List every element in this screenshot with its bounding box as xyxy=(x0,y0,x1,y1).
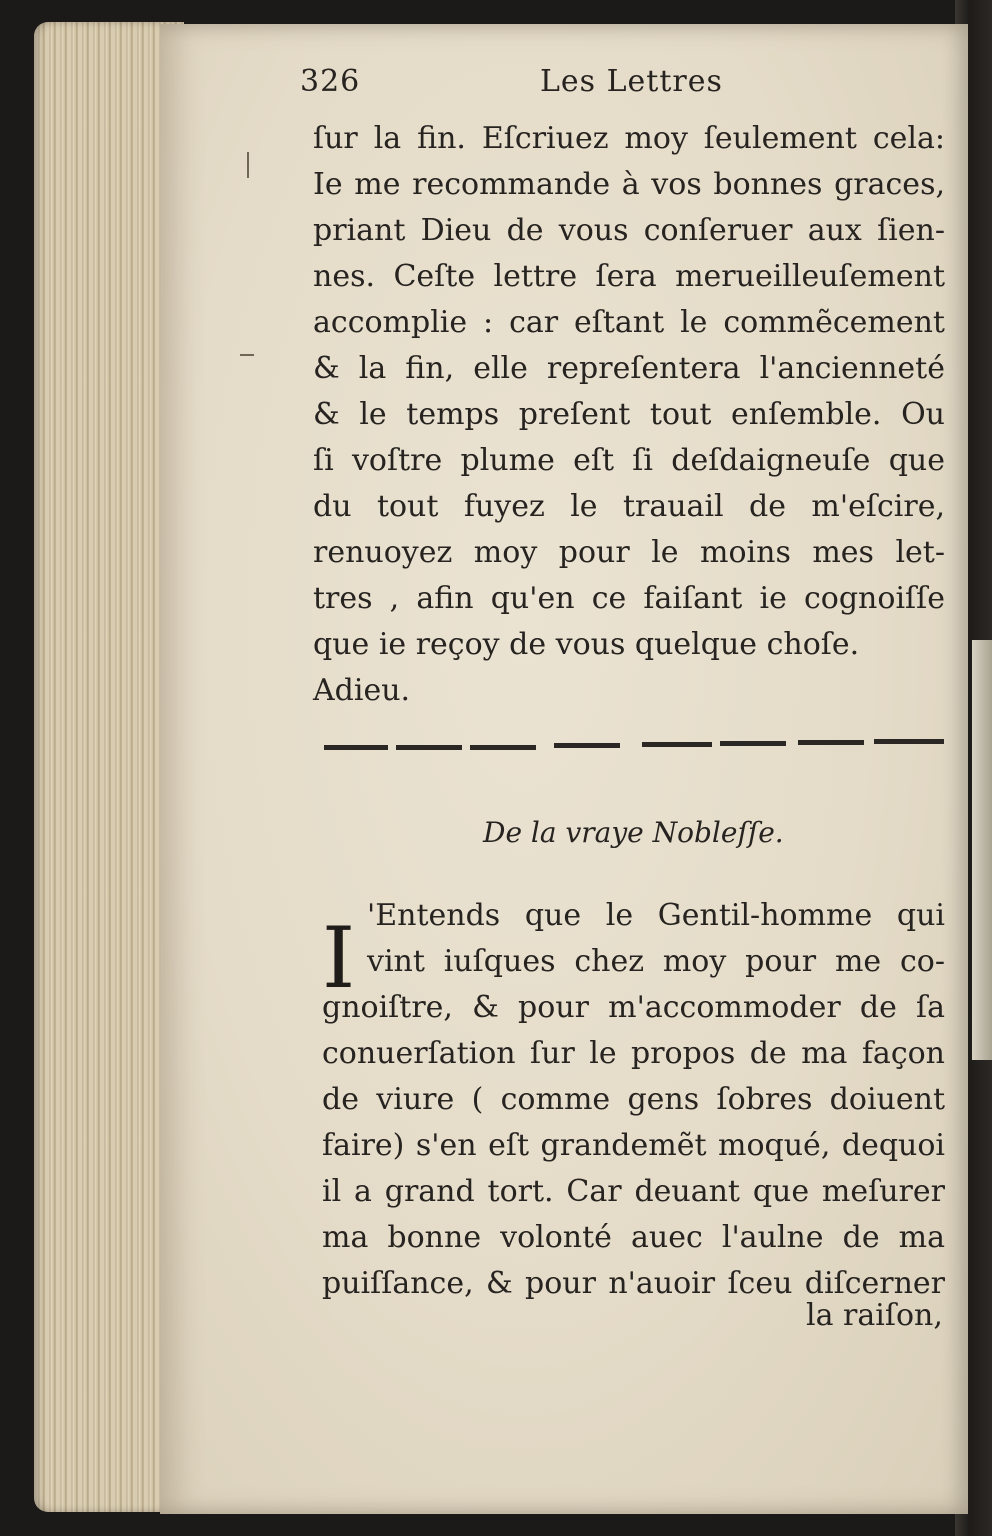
text-line: accomplie : car eſtant le commẽcement xyxy=(313,305,945,340)
text-line: nes. Ceſte lettre ſera merueilleuſement xyxy=(313,259,945,294)
section-title: De la vraye Nobleſſe. xyxy=(483,816,784,849)
text-line: Adieu. xyxy=(313,673,411,708)
text-line: & la fin, elle repreſentera l'ancienneté xyxy=(313,351,945,386)
text-line: renuoyez moy pour le moins mes let- xyxy=(313,535,945,570)
drop-cap: I xyxy=(322,909,356,1007)
rule-segment xyxy=(874,739,944,744)
text-line: gnoiſtre, & pour m'accommoder de ſa xyxy=(322,990,945,1025)
running-title: Les Lettres xyxy=(540,64,723,99)
text-line: & le temps preſent tout enſemble. Ou xyxy=(313,397,945,432)
article-text xyxy=(322,985,945,1307)
text-line: ma bonne volonté auec l'aulne de ma xyxy=(322,1220,945,1255)
page-number: 326 xyxy=(300,64,361,99)
text-line: vint iuſques chez moy pour me co- xyxy=(367,944,945,979)
text-line: puiſſance, & pour n'auoir ſceu diſcerner xyxy=(322,1266,945,1301)
rule-segment xyxy=(642,742,712,747)
margin-mark xyxy=(240,354,254,356)
text-line: ſi voſtre plume eſt ſi deſdaigneuſe que xyxy=(313,443,945,478)
letter-text xyxy=(313,116,945,714)
rule-segment xyxy=(554,743,620,748)
ornamental-rule xyxy=(324,740,944,754)
text-line: il a grand tort. Car deuant que meſurer xyxy=(322,1174,945,1209)
rule-segment xyxy=(798,740,864,745)
catchword: la raiſon, xyxy=(806,1298,943,1333)
rule-segment xyxy=(396,745,462,750)
text-line: faire) s'en eſt grandemẽt moqué, dequoi xyxy=(322,1128,945,1163)
next-page-edge xyxy=(972,640,992,1060)
page-header xyxy=(300,64,760,108)
text-line: tres , afin qu'en ce faiſant ie cognoiſſe xyxy=(313,581,945,616)
margin-mark xyxy=(247,152,249,178)
text-line: Ie me recommande à vos bonnes graces, xyxy=(313,167,945,202)
text-line: du tout fuyez le trauail de m'eſcire, xyxy=(313,489,945,524)
rule-segment xyxy=(720,741,786,746)
text-line: de viure ( comme gens ſobres doiuent xyxy=(322,1082,945,1117)
article-opening xyxy=(367,893,945,985)
rule-segment xyxy=(324,745,388,750)
rule-segment xyxy=(470,745,536,750)
text-line: priant Dieu de vous conſeruer aux ſien- xyxy=(313,213,945,248)
text-line: conuerſation ſur le propos de ma façon xyxy=(322,1036,945,1071)
text-line: ſur la fin. Eſcriuez moy ſeulement cela: xyxy=(313,121,945,156)
text-line: 'Entends que le Gentil-homme qui xyxy=(367,898,945,933)
text-line: que ie reçoy de vous quelque choſe. xyxy=(313,627,860,662)
